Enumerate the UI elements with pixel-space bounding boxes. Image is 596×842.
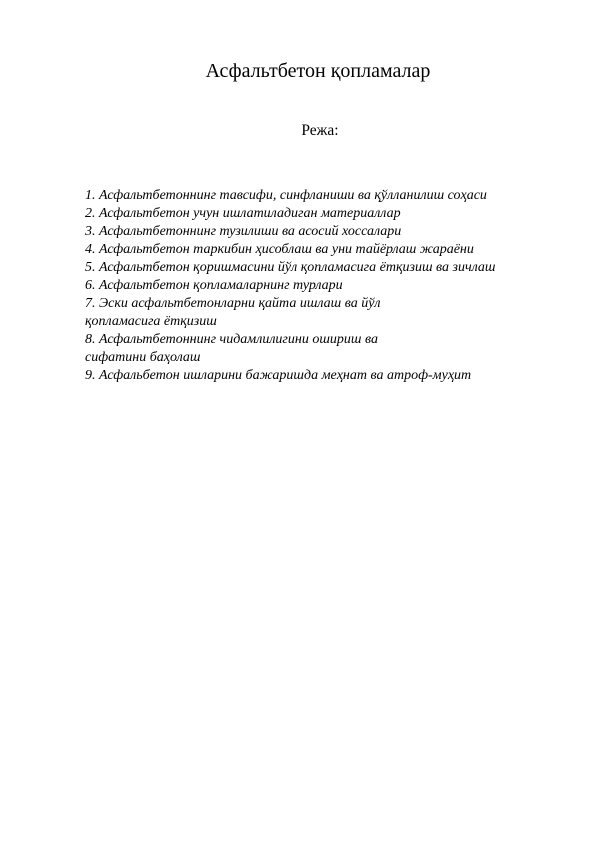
plan-item-3: 3. Асфальтбетоннинг тузилиши ва асосий хоссалари [85, 224, 402, 239]
plan-item-2: 2. Асфальтбетон учун ишлатиладиган материаллар [85, 206, 401, 221]
plan-heading: Режа: [301, 122, 339, 139]
plan-list [85, 187, 555, 385]
plan-item-4: 4. Асфальтбетон таркибин ҳисоблаш ва уни тайёрлаш жараёни [85, 242, 474, 257]
plan-item-7: 7. Эски асфальтбетонларни қайта ишлаш ва йўл қопламасига ётқизиш [85, 296, 381, 329]
plan-item-6: 6. Асфальтбетон қопламаларнинг турлари [85, 278, 343, 293]
document-title: Асфальтбетон қопламалар [205, 60, 431, 82]
plan-item-8: 8. Асфальтбетоннинг чидамлилигини ошириш ва сифатини баҳолаш [85, 332, 378, 365]
plan-item-5: 5. Асфальтбетон қоришмасини йўл қопламасига ётқизиш ва зичлаш [85, 260, 496, 275]
plan-item-1: 1. Асфальтбетоннинг тавсифи, синфланиши ва қўлланилиш соҳаси [85, 188, 487, 203]
plan-item-9: 9. Асфальбетон ишларини бажаришда меҳнат ва атроф-муҳит [85, 368, 472, 383]
